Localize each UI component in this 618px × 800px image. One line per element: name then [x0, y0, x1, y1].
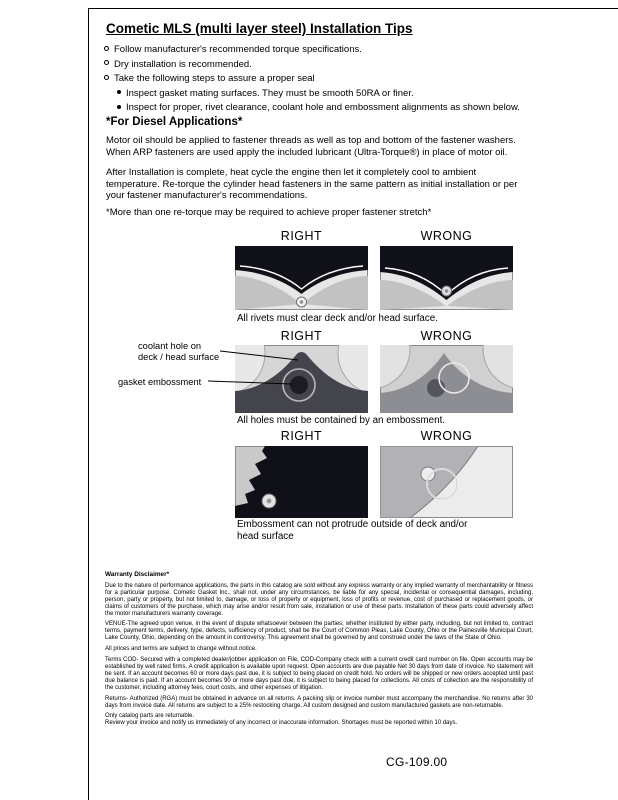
- list-item: [117, 88, 544, 99]
- legal-paragraph: Only catalog parts are returnable.: [105, 713, 195, 720]
- tip-text: Follow manufacturer's recommended torque specifications.: [114, 44, 362, 55]
- list-item: [104, 44, 544, 55]
- list-item: [104, 73, 544, 84]
- page-title: Cometic MLS (multi layer steel) Installation Tips: [106, 21, 413, 36]
- fig1-wrong-image: [380, 246, 513, 310]
- fig1-right-image: [235, 246, 368, 310]
- tip-text: Dry installation is recommended.: [114, 58, 252, 70]
- legal-paragraph: Returns- Authorized (RGA) must be obtained in advance on all returns. A packing slip or invoice number must accompany the merchandise. No returns after 30 days from invoice date. All returns are subject to a 25% restocking charge. All custom designed and custom manufactured gaskets are non-returnable.: [105, 695, 533, 709]
- page-border-left: [88, 8, 89, 800]
- diesel-paragraph-2: After Installation is complete, heat cycle the engine then let it completely cool to ambient temperature. Re-torque the cylinder head fasteners in the same pattern as initial installation or per your fastener manufacturer's recommendations.: [106, 167, 518, 201]
- fig1-caption: All rivets must clear deck and/or head surface.: [237, 313, 438, 324]
- legal-paragraph: Terms COD- Secured with a completed dealer/jobber application on File, COD-Company check with a current credit card number on file. Open accounts may be established by well rated firms. A credit application is available upon request. Open accounts are due payable Net 30 days from date of invoice. No statement will be sent. If an account becomes 60 or more days past due, it is subject to being placed on credit hold. No orders will be shipped or new orders accepted until past due balance is paid. If an account becomes 90 or more days past due, it is subject to being placed for collections. All costs of collection are the responsibility of the customer, including attorney fees, court costs, and other expenses of litigation.: [105, 657, 533, 691]
- fig1-wrong-label: WRONG: [420, 229, 473, 243]
- legal-paragraph: Due to the nature of performance applications, the parts in this catalog are sold without any express warranty or any implied warranty of merchantability or fitness for a particular purpose. Cometic Gasket Inc., shall not, under any circumstances, be liable for any special, incidental or consequential damages, including, person, party or property, but not limited to, damage, or loss of property or equipment, loss of profits or revenue, cost of purchased or replacement goods, or claims of customers of the purchase, which may arise and/or result from sale, installation or use of these parts. Installation of these parts could adversely affect the motor manufacturers warranty coverage.: [105, 582, 533, 617]
- fig3-right-image: [235, 446, 368, 518]
- installation-tips-list: [104, 44, 544, 117]
- page-border-top: [88, 8, 618, 9]
- fig3-wrong-image: [380, 446, 513, 518]
- list-item: [117, 102, 544, 113]
- open-bullet-icon: [104, 75, 109, 80]
- page-code: CG-109.00: [386, 755, 448, 769]
- filled-bullet-icon: [117, 90, 121, 94]
- diesel-paragraph-1: Motor oil should be applied to fastener threads as well as top and bottom of the fastener washers. When ARP fasteners are used apply the included lubricant (Ultra-Torque®) in place of motor oil.: [106, 135, 516, 158]
- callout-coolant-hole-label: coolant hole on deck / head surface: [138, 341, 220, 362]
- open-bullet-icon: [104, 46, 109, 51]
- tip-text: Inspect for proper, rivet clearance, coolant hole and embossment alignments as shown below.: [126, 102, 520, 113]
- legal-paragraph: Review your invoice and notify us immediately of any incorrect or inaccurate information. Shortages must be reported within 10 days.: [105, 720, 458, 727]
- retorque-note: *More than one re-torque may be required to achieve proper fastener stretch*: [106, 207, 432, 218]
- list-item: [104, 59, 544, 70]
- fig3-caption: Embossment can not protrude outside of deck and/or head surface: [237, 519, 468, 542]
- legal-section: [105, 572, 533, 727]
- tip-text: Inspect gasket mating surfaces. They must be smooth 50RA or finer.: [126, 87, 414, 99]
- fig2-wrong-image: [380, 345, 513, 413]
- callout-gasket-embossment-label: gasket embossment: [118, 377, 202, 387]
- fig2-caption: All holes must be contained by an embossment.: [237, 415, 446, 426]
- diesel-applications-heading: *For Diesel Applications*: [106, 116, 243, 128]
- fig3-right-label: RIGHT: [280, 429, 323, 443]
- legal-paragraph: VENUE-The agreed upon venue, in the event of dispute whatsoever between the parties, whether instituted by either party, including, but not limited to, contract terms, payment terms, delivery, type, defects, sufficiency of product, shall be the Court of Common Pleas, Lake County, Ohio or the Painesville Municipal Court, Lake County, Ohio, depending on the amount in controversy. This agreement shall be governed by and construed under the laws of the State of Ohio.: [105, 621, 533, 642]
- legal-paragraph: All prices and terms are subject to change without notice.: [105, 646, 257, 653]
- fig2-right-label: RIGHT: [280, 329, 323, 343]
- filled-bullet-icon: [117, 105, 121, 109]
- tip-text: Take the following steps to assure a proper seal: [114, 73, 315, 84]
- fig2-wrong-label: WRONG: [420, 329, 473, 343]
- warranty-disclaimer-heading: Warranty Disclaimer*: [105, 571, 170, 578]
- fig3-wrong-label: WRONG: [420, 429, 473, 443]
- fig1-right-label: RIGHT: [280, 229, 323, 243]
- open-bullet-icon: [104, 60, 109, 65]
- fig2-right-image: [235, 345, 368, 413]
